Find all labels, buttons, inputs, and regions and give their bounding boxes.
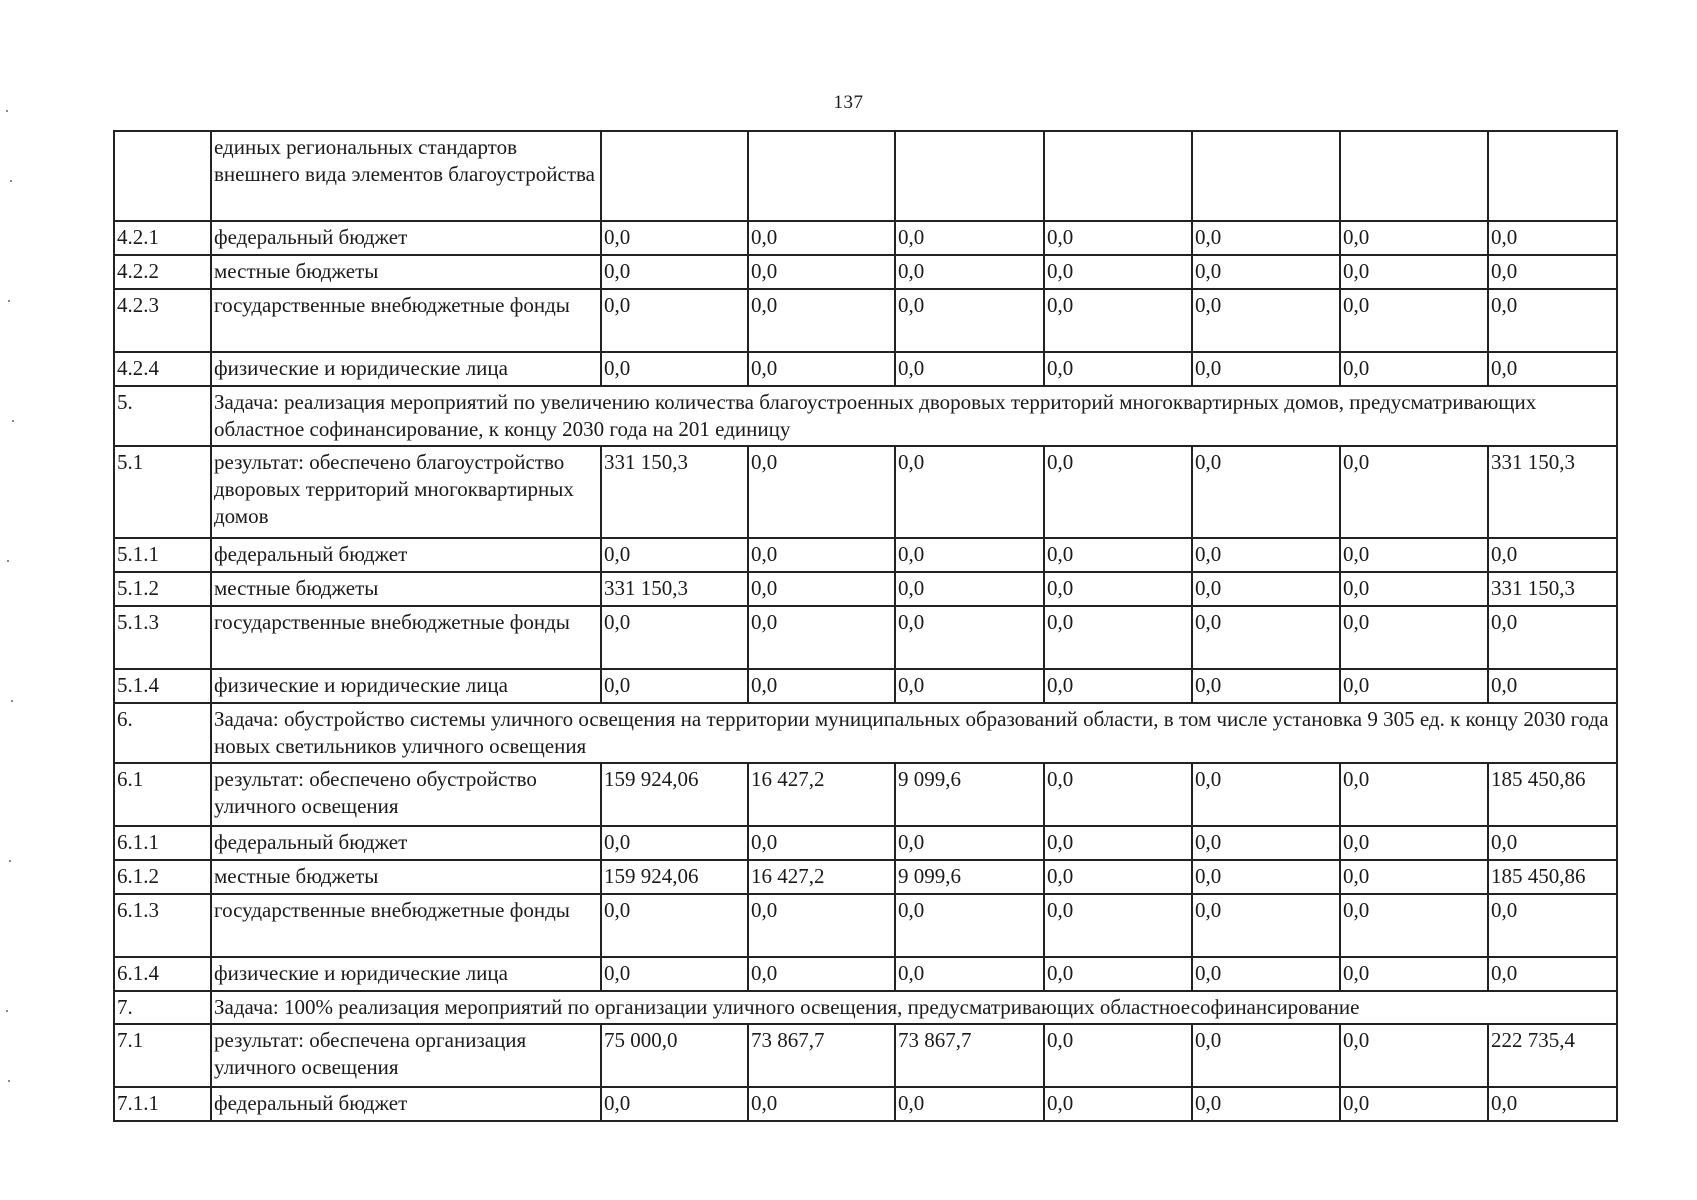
- value-cell: 0,0: [748, 255, 895, 289]
- value-cell: [1192, 131, 1340, 221]
- value-cell: 0,0: [748, 826, 895, 860]
- row-code: 6.1.4: [114, 957, 211, 991]
- value-cell: 0,0: [1044, 957, 1192, 991]
- value-cell: 0,0: [1044, 352, 1192, 386]
- value-cell: 0,0: [1192, 763, 1340, 826]
- row-name: федеральный бюджет: [211, 1087, 601, 1121]
- value-cell: 0,0: [1192, 572, 1340, 606]
- table-row: [114, 289, 1617, 352]
- value-cell: 16 427,2: [748, 860, 895, 894]
- row-name: местные бюджеты: [211, 255, 601, 289]
- value-cell: 0,0: [1192, 894, 1340, 957]
- value-cell: 0,0: [1044, 894, 1192, 957]
- budget-table: [113, 130, 1618, 1122]
- value-cell: 0,0: [1340, 446, 1488, 538]
- value-cell: 0,0: [895, 255, 1044, 289]
- task-row: [114, 703, 1617, 763]
- value-cell: 0,0: [895, 446, 1044, 538]
- value-cell: 0,0: [1192, 538, 1340, 572]
- value-cell: 0,0: [1044, 446, 1192, 538]
- value-cell: 0,0: [601, 538, 748, 572]
- row-code: [114, 131, 211, 221]
- row-name: результат: обеспечена организация уличного освещения: [211, 1024, 601, 1087]
- value-cell: 0,0: [748, 221, 895, 255]
- row-name: государственные внебюджетные фонды: [211, 606, 601, 669]
- value-cell: 0,0: [1488, 957, 1617, 991]
- value-cell: 0,0: [601, 669, 748, 703]
- value-cell: 0,0: [601, 957, 748, 991]
- value-cell: 0,0: [601, 255, 748, 289]
- row-name: результат: обеспечено обустройство уличного освещения: [211, 763, 601, 826]
- table-row: [114, 894, 1617, 957]
- row-name: государственные внебюджетные фонды: [211, 289, 601, 352]
- value-cell: 0,0: [601, 221, 748, 255]
- value-cell: [1340, 131, 1488, 221]
- value-cell: 0,0: [895, 221, 1044, 255]
- task-row: [114, 991, 1617, 1024]
- table-row: [114, 957, 1617, 991]
- row-name: физические и юридические лица: [211, 352, 601, 386]
- value-cell: 0,0: [1044, 669, 1192, 703]
- value-cell: 0,0: [1044, 860, 1192, 894]
- value-cell: 0,0: [1192, 255, 1340, 289]
- row-code: 5.1.2: [114, 572, 211, 606]
- task-description: Задача: обустройство системы уличного освещения на территории муниципальных образований области, в том числе установка 9 305 ед. к концу 2030 года новых светильников уличного освещения: [211, 703, 1617, 763]
- table-row: [114, 446, 1617, 538]
- scan-edge-marks: [0, 0, 40, 1200]
- value-cell: 0,0: [1192, 957, 1340, 991]
- row-code: 5.1.3: [114, 606, 211, 669]
- value-cell: 0,0: [1340, 860, 1488, 894]
- value-cell: 0,0: [1488, 669, 1617, 703]
- value-cell: 159 924,06: [601, 860, 748, 894]
- value-cell: 0,0: [1044, 289, 1192, 352]
- value-cell: 0,0: [1044, 1024, 1192, 1087]
- value-cell: 0,0: [748, 289, 895, 352]
- value-cell: 0,0: [895, 894, 1044, 957]
- task-row: [114, 386, 1617, 446]
- value-cell: 9 099,6: [895, 763, 1044, 826]
- row-code: 5.1: [114, 446, 211, 538]
- table-row: [114, 352, 1617, 386]
- row-name: федеральный бюджет: [211, 826, 601, 860]
- value-cell: 331 150,3: [1488, 446, 1617, 538]
- value-cell: 0,0: [748, 572, 895, 606]
- row-code: 5.: [114, 386, 211, 446]
- value-cell: [1044, 131, 1192, 221]
- table-row: [114, 131, 1617, 221]
- value-cell: 0,0: [895, 957, 1044, 991]
- value-cell: 0,0: [748, 669, 895, 703]
- value-cell: 0,0: [895, 572, 1044, 606]
- value-cell: 9 099,6: [895, 860, 1044, 894]
- value-cell: 0,0: [748, 957, 895, 991]
- task-description: Задача: 100% реализация мероприятий по организации уличного освещения, предусматривающих областноесофинансирование: [211, 991, 1617, 1024]
- value-cell: 0,0: [895, 826, 1044, 860]
- task-description: Задача: реализация мероприятий по увеличению количества благоустроенных дворовых территорий многоквартирных домов, предусматривающих областное софинансирование, к концу 2030 года на 201 единицу: [211, 386, 1617, 446]
- value-cell: 0,0: [895, 669, 1044, 703]
- value-cell: 0,0: [1340, 255, 1488, 289]
- row-code: 4.2.1: [114, 221, 211, 255]
- table-row: [114, 763, 1617, 826]
- row-code: 7.1: [114, 1024, 211, 1087]
- row-code: 6.1.1: [114, 826, 211, 860]
- value-cell: [748, 131, 895, 221]
- value-cell: 0,0: [1192, 352, 1340, 386]
- value-cell: 331 150,3: [1488, 572, 1617, 606]
- value-cell: 0,0: [1192, 1087, 1340, 1121]
- value-cell: 0,0: [1340, 957, 1488, 991]
- value-cell: 159 924,06: [601, 763, 748, 826]
- value-cell: 0,0: [748, 538, 895, 572]
- row-code: 6.: [114, 703, 211, 763]
- value-cell: 222 735,4: [1488, 1024, 1617, 1087]
- value-cell: 0,0: [748, 606, 895, 669]
- table-row: [114, 538, 1617, 572]
- value-cell: 0,0: [895, 606, 1044, 669]
- row-code: 4.2.2: [114, 255, 211, 289]
- row-code: 4.2.3: [114, 289, 211, 352]
- value-cell: 0,0: [1044, 572, 1192, 606]
- row-name: физические и юридические лица: [211, 669, 601, 703]
- value-cell: 0,0: [748, 1087, 895, 1121]
- value-cell: 0,0: [601, 1087, 748, 1121]
- value-cell: 0,0: [1044, 606, 1192, 669]
- value-cell: 0,0: [1340, 572, 1488, 606]
- row-name: единых региональных стандартов внешнего вида элементов благоустройства: [211, 131, 601, 221]
- value-cell: 0,0: [1488, 352, 1617, 386]
- value-cell: 0,0: [895, 352, 1044, 386]
- value-cell: 0,0: [748, 352, 895, 386]
- value-cell: 0,0: [1488, 255, 1617, 289]
- value-cell: 0,0: [1192, 826, 1340, 860]
- table-row: [114, 255, 1617, 289]
- value-cell: 185 450,86: [1488, 860, 1617, 894]
- value-cell: 0,0: [895, 289, 1044, 352]
- value-cell: 0,0: [601, 826, 748, 860]
- table-row: [114, 1024, 1617, 1087]
- value-cell: 0,0: [1192, 606, 1340, 669]
- value-cell: 0,0: [1192, 446, 1340, 538]
- table-row: [114, 1087, 1617, 1121]
- page-number: 137: [833, 92, 864, 113]
- value-cell: 0,0: [1044, 826, 1192, 860]
- value-cell: 0,0: [895, 538, 1044, 572]
- row-code: 6.1.3: [114, 894, 211, 957]
- row-code: 6.1.2: [114, 860, 211, 894]
- row-name: местные бюджеты: [211, 572, 601, 606]
- value-cell: 0,0: [1044, 1087, 1192, 1121]
- row-code: 6.1: [114, 763, 211, 826]
- row-code: 4.2.4: [114, 352, 211, 386]
- value-cell: 0,0: [1044, 221, 1192, 255]
- row-name: физические и юридические лица: [211, 957, 601, 991]
- value-cell: 0,0: [1488, 538, 1617, 572]
- value-cell: 0,0: [1340, 606, 1488, 669]
- value-cell: 0,0: [1340, 352, 1488, 386]
- table-row: [114, 860, 1617, 894]
- value-cell: 0,0: [1192, 289, 1340, 352]
- value-cell: 0,0: [1192, 860, 1340, 894]
- row-name: государственные внебюджетные фонды: [211, 894, 601, 957]
- value-cell: 0,0: [1340, 763, 1488, 826]
- row-name: результат: обеспечено благоустройство дворовых территорий многоквартирных домов: [211, 446, 601, 538]
- value-cell: 0,0: [601, 894, 748, 957]
- table-row: [114, 606, 1617, 669]
- value-cell: 0,0: [1192, 221, 1340, 255]
- row-code: 5.1.4: [114, 669, 211, 703]
- value-cell: 0,0: [1488, 221, 1617, 255]
- table-row: [114, 221, 1617, 255]
- value-cell: 16 427,2: [748, 763, 895, 826]
- value-cell: 0,0: [1044, 255, 1192, 289]
- table-body: [114, 131, 1617, 1121]
- value-cell: 0,0: [895, 1087, 1044, 1121]
- value-cell: 0,0: [1192, 669, 1340, 703]
- value-cell: 0,0: [1340, 669, 1488, 703]
- value-cell: 0,0: [1488, 289, 1617, 352]
- value-cell: 0,0: [1340, 221, 1488, 255]
- row-name: местные бюджеты: [211, 860, 601, 894]
- value-cell: 0,0: [601, 606, 748, 669]
- value-cell: 0,0: [1192, 1024, 1340, 1087]
- value-cell: 0,0: [1340, 894, 1488, 957]
- value-cell: 0,0: [601, 289, 748, 352]
- value-cell: 0,0: [1340, 538, 1488, 572]
- value-cell: 0,0: [1488, 1087, 1617, 1121]
- value-cell: 75 000,0: [601, 1024, 748, 1087]
- row-code: 5.1.1: [114, 538, 211, 572]
- value-cell: 0,0: [748, 894, 895, 957]
- table-row: [114, 572, 1617, 606]
- value-cell: 73 867,7: [895, 1024, 1044, 1087]
- row-name: федеральный бюджет: [211, 538, 601, 572]
- table-row: [114, 669, 1617, 703]
- row-name: федеральный бюджет: [211, 221, 601, 255]
- value-cell: 0,0: [1340, 826, 1488, 860]
- value-cell: 0,0: [748, 446, 895, 538]
- table-row: [114, 826, 1617, 860]
- value-cell: [895, 131, 1044, 221]
- row-code: 7.1.1: [114, 1087, 211, 1121]
- value-cell: 0,0: [1488, 606, 1617, 669]
- value-cell: 0,0: [601, 352, 748, 386]
- value-cell: 331 150,3: [601, 572, 748, 606]
- value-cell: 73 867,7: [748, 1024, 895, 1087]
- value-cell: 185 450,86: [1488, 763, 1617, 826]
- value-cell: 331 150,3: [601, 446, 748, 538]
- value-cell: 0,0: [1044, 538, 1192, 572]
- value-cell: 0,0: [1044, 763, 1192, 826]
- value-cell: 0,0: [1340, 1087, 1488, 1121]
- value-cell: 0,0: [1340, 1024, 1488, 1087]
- value-cell: [601, 131, 748, 221]
- value-cell: 0,0: [1340, 289, 1488, 352]
- value-cell: [1488, 131, 1617, 221]
- row-code: 7.: [114, 991, 211, 1024]
- value-cell: 0,0: [1488, 894, 1617, 957]
- value-cell: 0,0: [1488, 826, 1617, 860]
